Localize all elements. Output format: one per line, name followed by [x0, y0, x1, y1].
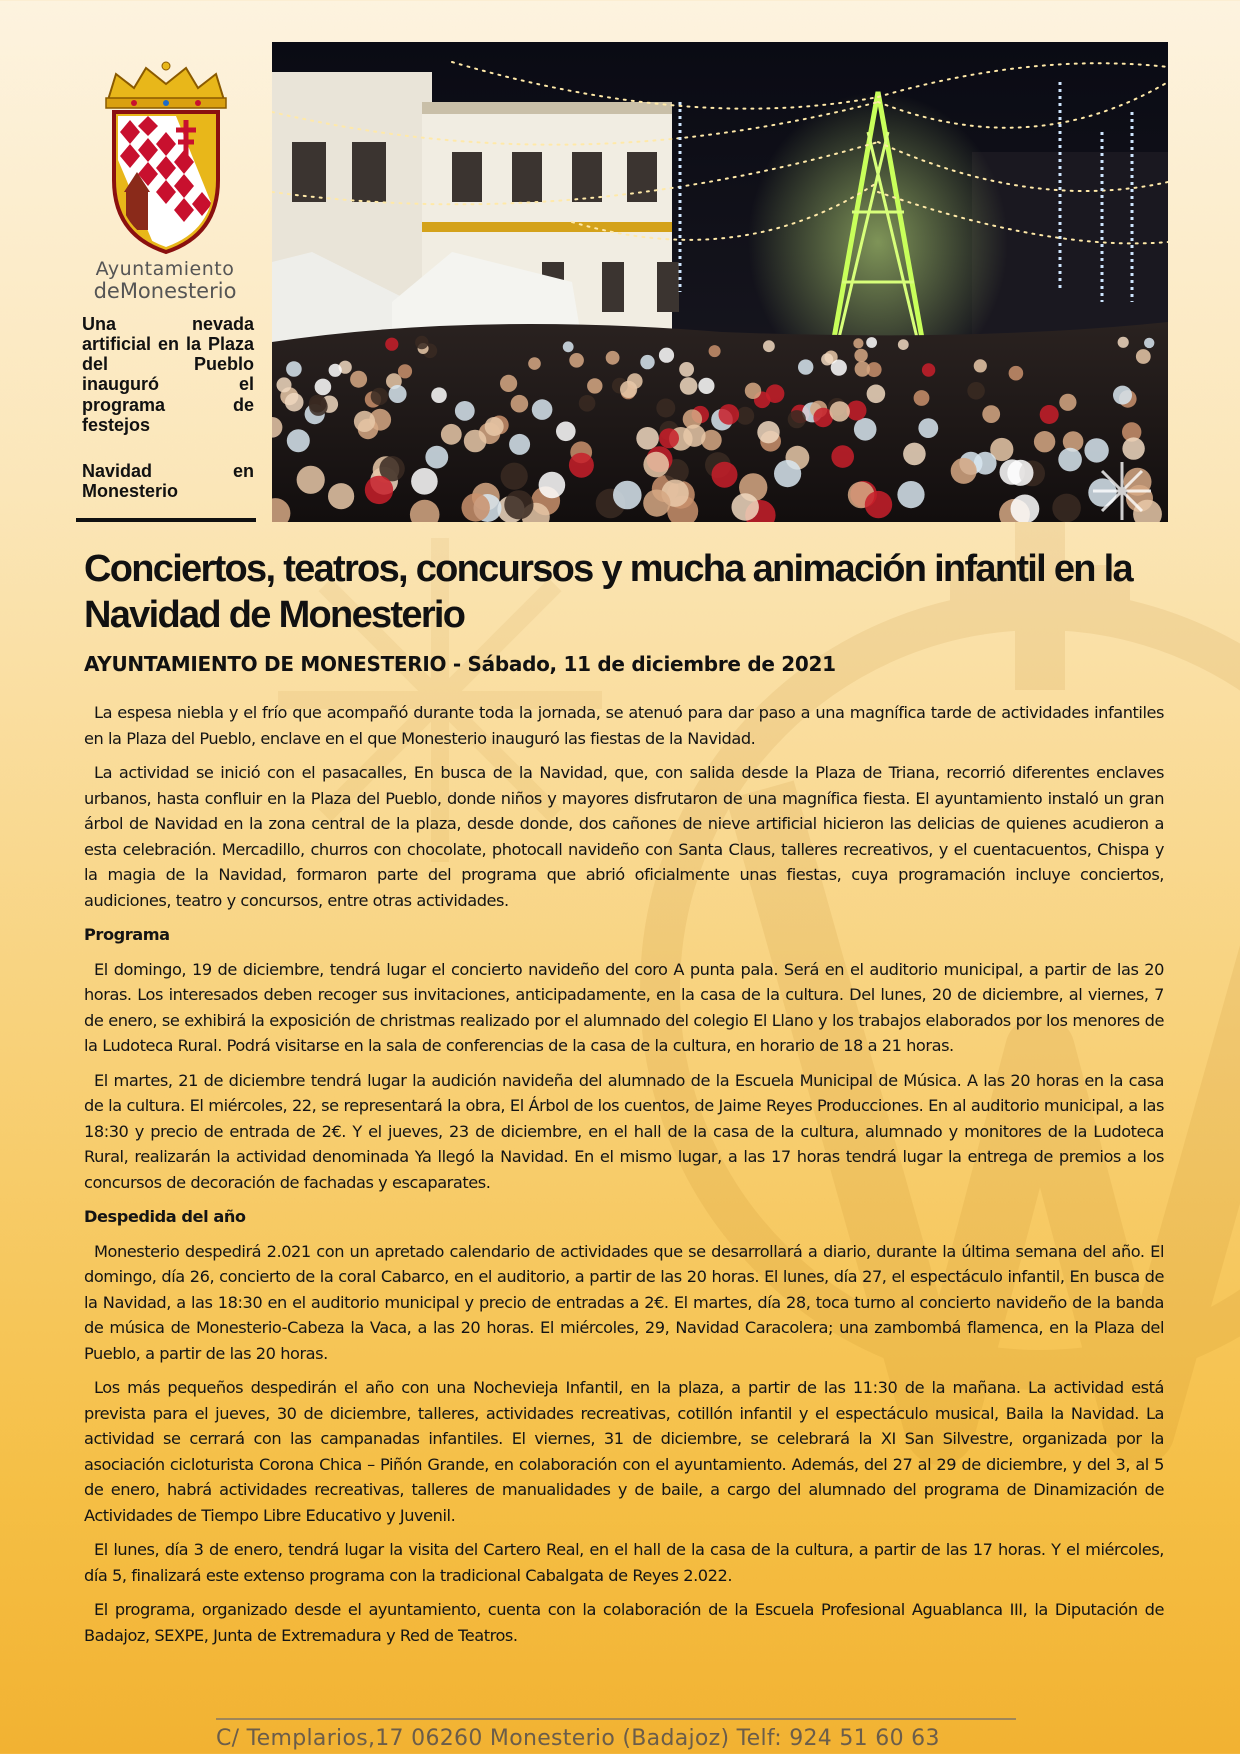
crowd-person	[385, 338, 398, 351]
crowd-person	[504, 490, 533, 519]
crowd-person	[1122, 437, 1144, 459]
crowd-person	[763, 340, 775, 352]
crowd-person	[398, 364, 412, 378]
sidebar-divider	[76, 518, 256, 522]
crowd-person	[455, 401, 475, 421]
crowd-person	[982, 405, 1000, 423]
crowd-person	[462, 493, 490, 521]
crest-caption-line2: deMonesterio	[93, 278, 237, 303]
crowd-person	[511, 395, 529, 413]
crowd-person	[371, 388, 388, 405]
crowd-person	[659, 348, 674, 363]
crowd-person	[898, 339, 909, 350]
crowd-person	[974, 452, 997, 475]
crowd-person	[411, 468, 438, 495]
crowd-person	[914, 390, 930, 406]
footer-divider	[216, 1718, 1016, 1720]
crowd-person	[350, 371, 367, 388]
crowd-person	[1007, 460, 1033, 486]
crowd-person	[698, 378, 714, 394]
crowd-person	[277, 377, 292, 392]
crowd-person	[643, 452, 669, 478]
paragraph: Los más pequeños despedirán el año con una Nochevieja Infantil, en la plaza, a partir de las 11:30 de la mañana. La actividad está prevista para el jueves, 30 de diciembre, talleres, actividades recreativas, cotillón infantil y el espectáculo musical, Baila la Navidad. La actividad se cerrará con las campanadas infantiles. El viernes, 31 de diciembre, se celebrará la XI San Silvestre, organizada por la asociación cicloturista Corona Chica – Piñón Grande, en colaboración con el ayuntamiento. Además, del 27 al 29 de diciembre, y del 3, al 5 de enero, habrá actividades recreativas, talleres de manualidades y de baile, a cargo del alumnado del programa de Dinamización de Actividades de Tiempo Libre Educativo y Juvenil.	[84, 1378, 1164, 1525]
article-title: Conciertos, teatros, concursos y mucha animación infantil en la Navidad de Monesterio	[84, 548, 1132, 636]
crowd-person	[354, 411, 375, 432]
crowd-person	[732, 493, 759, 520]
crowd-person	[485, 417, 504, 436]
crowd-person	[528, 357, 541, 370]
photo-illustration	[272, 42, 1168, 522]
crowd-person	[1011, 495, 1040, 523]
paragraph: La espesa niebla y el frío que acompañó durante toda la jornada, se atenuó para dar paso a una magnífica tarde de actividades infantiles en la Plaza del Pueblo, enclave en el que Monesterio inauguró las fiestas de la Navidad.	[84, 703, 1164, 748]
crowd-person	[415, 336, 428, 349]
sidebar-section-label: Navidad en Monesterio	[82, 461, 254, 502]
crowd-person	[821, 353, 833, 365]
crest-caption-line1: Ayuntamiento	[95, 258, 235, 280]
crowd-person	[656, 399, 675, 418]
paragraph: Monesterio despedirá 2.021 con un apretado calendario de actividades que se desarrollará a diario, durante la última semana del año. El domingo, día 26, concierto de la coral Cabarco, en el auditorio, a partir de las 20 horas. El lunes, día 27, el espectáculo infantil, En busca de la Navidad, a las 18:30 en el auditorio municipal y precio de entradas a 2€. El martes, día 28, toca turno al concierto navideño de la banda de música de Monesterio-Cabeza la Vaca, a las 20 horas. El miércoles, 29, Navidad Caracolera; una zambombá flamenca, en la Plaza del Pueblo, a partir de las 20 horas.	[84, 1241, 1164, 1363]
crowd-person	[1040, 405, 1059, 424]
crowd-person	[709, 345, 721, 357]
crowd-person	[798, 359, 813, 374]
paragraph: El domingo, 19 de diciembre, tendrá lugar el concierto navideño del coro A punta pala. Será en el auditorio municipal, a partir de las 20 horas. Los interesados deben recoger sus invitaciones, anticipadamente, en la casa de la cultura. Del lunes, 20 de diciembre, al viernes, 7 de enero, se exhibirá la exposición de christmas realizado por el alumnado del colegio El Llano y los trabajos elaborados por los menores de la Ludoteca Rural. Podrá visitarse en la sala de conferencias de la casa de la cultura, en horario de 18 a 21 horas.	[84, 959, 1164, 1055]
crowd-person	[640, 355, 654, 369]
crowd-person	[569, 353, 584, 368]
crowd-person	[286, 361, 302, 377]
article-dateline: AYUNTAMIENTO DE MONESTERIO - Sábado, 11 de diciembre de 2021	[84, 652, 836, 676]
crest-icon	[86, 60, 246, 260]
crowd-person	[315, 379, 332, 396]
crest-caption	[60, 260, 270, 302]
footer-address: C/ Templarios,17 06260 Monesterio (Badajoz) Telf: 924 51 60 63	[216, 1726, 940, 1751]
crowd-person	[579, 395, 596, 412]
crowd-person	[1059, 394, 1076, 411]
crowd-person	[712, 462, 738, 488]
crowd-person	[501, 463, 528, 490]
crowd-person	[867, 385, 886, 404]
crowd-person	[365, 476, 393, 504]
section-heading-programa: Programa	[84, 925, 170, 944]
crowd-person	[329, 364, 342, 377]
crowd-person	[757, 421, 779, 443]
crowd-person	[539, 472, 566, 499]
crowd-person	[606, 351, 620, 365]
crowd-person	[865, 491, 892, 518]
crowd-person	[1136, 349, 1151, 364]
crowd-person	[569, 453, 594, 478]
crowd-person	[788, 410, 806, 428]
crowd-person	[967, 382, 985, 400]
paragraph: El martes, 21 de diciembre tendrá lugar la audición navideña del alumnado de la Escuela Municipal de Música. A las 20 horas en la casa de la cultura. El miércoles, 22, se representará la obra, El Árbol de los cuentos, de Jaime Reyes Producciones. En al auditorio municipal, a las 18:30 y precio de entrada de 2€. Y el jueves, 23 de diciembre, en el hall de la casa de la cultura, alumnado y monitores de la Ludoteca Rural, realizarán la actividad denominada Ya llegó la Navidad. En el mismo lugar, a las 17 horas tendrá lugar la entrega de premios a los concursos de decoración de fachadas y escaparates.	[84, 1070, 1164, 1192]
crowd-person	[831, 360, 847, 376]
crowd-person	[951, 458, 977, 484]
crowd-person	[500, 375, 517, 392]
crowd-person	[328, 483, 354, 509]
crowd-person	[855, 361, 870, 376]
article-body	[84, 700, 1164, 1657]
crowd-person	[1144, 338, 1154, 348]
crowd-person	[866, 337, 877, 348]
section-heading-despedida: Despedida del año	[84, 1207, 246, 1226]
crowd-person	[918, 418, 938, 438]
crowd-person	[643, 490, 670, 517]
paragraph: El lunes, día 3 de enero, tendrá lugar la visita del Cartero Real, en el hall de la casa de la cultura, a partir de las 17 horas. Y el miércoles, día 5, finalizará este extenso programa con la tradicional Cabalgata de Reyes 2.022.	[84, 1540, 1164, 1585]
sidebar-headline: Una nevada artificial en la Plaza del Pueblo inauguró el programa de festejos	[82, 314, 254, 435]
crowd-person	[464, 430, 487, 453]
crowd-person	[680, 377, 698, 395]
crowd-person	[854, 418, 877, 441]
crowd-person	[1034, 431, 1055, 452]
crowd-person	[509, 434, 530, 455]
crowd-person	[766, 384, 785, 403]
crowd-person	[774, 460, 801, 487]
crowd-person	[636, 427, 659, 450]
christmas-plaza-photo	[272, 42, 1168, 522]
crowd-person	[683, 425, 705, 447]
crowd-person	[922, 363, 935, 376]
crowd-person	[1118, 337, 1129, 348]
crowd-person	[287, 429, 310, 452]
crowd-person	[854, 349, 867, 362]
paragraph: El programa, organizado desde el ayuntamiento, cuenta con la colaboración de la Escuela Profesional Aguablanca III, la Diputación de Badajoz, SEXPE, Junta de Extremadura y Red de Teatros.	[84, 1600, 1164, 1645]
crowd-person	[285, 393, 304, 412]
paragraph: La actividad se inició con el pasacalles, En busca de la Navidad, que, con salida desde la Plaza de Triana, recorrió diferentes enclaves urbanos, hasta confluir en la Plaza del Pueblo, donde niños y mayores disfrutaron de una magnífica fiesta. El ayuntamiento instaló un gran árbol de Navidad en la zona central de la plaza, desde donde, dos cañones de nieve artificial hicieron las delicias de quienes acudieron a esta celebración. Mercadillo, churros con chocolate, photocall navideño con Santa Claus, talleres recreativos, y el cuentacuentos, Chispa y la magia de la Navidad, formaron parte del programa que abrió oficialmente unas fiestas, cuya programación incluye conciertos, audiciones, teatro y concursos, entre otras actividades.	[84, 763, 1164, 910]
crowd-person	[297, 466, 325, 494]
crowd-person	[1009, 366, 1024, 381]
crowd-person	[831, 445, 854, 468]
crowd-person	[903, 443, 926, 466]
crowd-person	[532, 399, 553, 420]
crowd-person	[745, 383, 761, 399]
crowd-person	[613, 481, 642, 510]
crowd-person	[389, 385, 407, 403]
crowd-person	[1058, 448, 1082, 472]
crowd-person	[679, 362, 694, 377]
crowd-person	[719, 404, 740, 425]
crowd-person	[1052, 494, 1081, 522]
crowd-person	[897, 481, 924, 508]
crowd-person	[556, 422, 576, 442]
crowd-person	[974, 359, 987, 372]
crowd-person	[431, 387, 447, 403]
crowd-person	[1084, 438, 1108, 462]
crowd-person	[830, 401, 850, 421]
crowd-person	[563, 341, 574, 352]
crowd-person	[425, 446, 448, 469]
crowd-person	[620, 381, 637, 398]
crowd-person	[659, 428, 679, 448]
crowd-person	[1113, 386, 1132, 405]
crowd-person	[309, 395, 327, 413]
crowd-person	[441, 424, 462, 445]
crowd-person	[853, 338, 863, 348]
crowd-person	[587, 378, 602, 393]
